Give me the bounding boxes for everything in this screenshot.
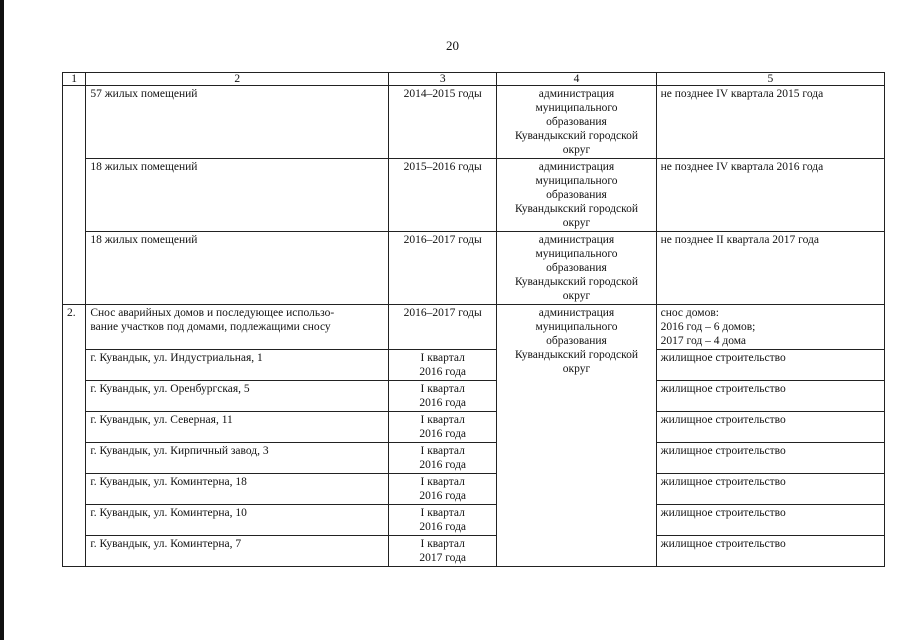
quarter-cell <box>389 505 497 536</box>
address-row <box>63 381 885 412</box>
use-cell: жилищное строительство <box>656 350 884 381</box>
period-cell: 2015–2016 годы <box>389 159 497 232</box>
column-number-4: 4 <box>497 73 656 86</box>
executor-line: муниципального <box>535 248 618 260</box>
result-cell <box>656 305 884 350</box>
address-row <box>63 443 885 474</box>
executor-line: администрация <box>538 234 615 246</box>
item-cell: 57 жилых помещений <box>86 86 389 159</box>
address-cell: г. Кувандык, ул. Оренбургская, 5 <box>86 381 389 412</box>
executor-line: образования <box>546 189 607 201</box>
use-cell: жилищное строительство <box>656 412 884 443</box>
column-number-1: 1 <box>63 73 86 86</box>
use-cell: жилищное строительство <box>656 443 884 474</box>
column-number-2: 2 <box>86 73 389 86</box>
section-title-line: вание участков под домами, подлежащими сносу <box>90 321 331 333</box>
page-number: 20 <box>446 38 459 53</box>
use-cell: жилищное строительство <box>656 474 884 505</box>
use-cell: жилищное строительство <box>656 381 884 412</box>
executor-line: образования <box>546 262 607 274</box>
executor-line: округ <box>562 144 591 156</box>
address-cell: г. Кувандык, ул. Индустриальная, 1 <box>86 350 389 381</box>
address-cell: г. Кувандык, ул. Кирпичный завод, 3 <box>86 443 389 474</box>
year-line: 2016 года <box>419 428 467 440</box>
quarter-line: I квартал <box>420 445 465 457</box>
section-number: 2. <box>63 305 86 567</box>
quarter-cell <box>389 381 497 412</box>
year-line: 2016 года <box>419 397 467 409</box>
period-cell: 2016–2017 годы <box>389 305 497 350</box>
executor-line: Кувандыкский городской <box>514 276 639 288</box>
year-line: 2016 года <box>419 366 467 378</box>
quarter-cell <box>389 536 497 567</box>
table-row <box>63 159 885 232</box>
result-line: 2016 год – 6 домов; <box>660 321 756 333</box>
deadline-cell: не позднее II квартала 2017 года <box>656 232 884 305</box>
executor-cell <box>497 232 656 305</box>
quarter-line: I квартал <box>420 476 465 488</box>
period-cell: 2014–2015 годы <box>389 86 497 159</box>
executor-line: округ <box>562 363 591 375</box>
quarter-line: I квартал <box>420 507 465 519</box>
address-row <box>63 505 885 536</box>
column-number-5: 5 <box>656 73 884 86</box>
address-row <box>63 350 885 381</box>
result-line: 2017 год – 4 дома <box>660 335 747 347</box>
row-number-cell-empty <box>63 86 86 305</box>
year-line: 2017 года <box>419 552 467 564</box>
address-cell: г. Кувандык, ул. Коминтерна, 18 <box>86 474 389 505</box>
quarter-line: I квартал <box>420 383 465 395</box>
executor-line: администрация <box>538 307 615 319</box>
use-cell: жилищное строительство <box>656 505 884 536</box>
quarter-line: I квартал <box>420 414 465 426</box>
section-title-line: Снос аварийных домов и последующее использо- <box>90 307 335 319</box>
address-cell: г. Кувандык, ул. Коминтерна, 10 <box>86 505 389 536</box>
executor-line: администрация <box>538 161 615 173</box>
quarter-line: I квартал <box>420 352 465 364</box>
address-row <box>63 536 885 567</box>
item-cell: 18 жилых помещений <box>86 232 389 305</box>
executor-line: муниципального <box>535 102 618 114</box>
executor-line: Кувандыкский городской <box>514 203 639 215</box>
executor-cell <box>497 159 656 232</box>
table-row <box>63 232 885 305</box>
executor-cell <box>497 305 656 567</box>
executor-line: муниципального <box>535 175 618 187</box>
column-number-3: 3 <box>389 73 497 86</box>
section-2-row <box>63 305 885 350</box>
executor-cell <box>497 86 656 159</box>
executor-line: округ <box>562 217 591 229</box>
period-cell: 2016–2017 годы <box>389 232 497 305</box>
year-line: 2016 года <box>419 521 467 533</box>
address-row <box>63 412 885 443</box>
executor-line: образования <box>546 116 607 128</box>
quarter-line: I квартал <box>420 538 465 550</box>
executor-line: муниципального <box>535 321 618 333</box>
result-line: снос домов: <box>660 307 719 319</box>
executor-line: Кувандыкский городской <box>514 130 639 142</box>
executor-line: администрация <box>538 88 615 100</box>
quarter-cell <box>389 443 497 474</box>
address-row <box>63 474 885 505</box>
table-row <box>63 86 885 159</box>
executor-line: округ <box>562 290 591 302</box>
item-cell: 18 жилых помещений <box>86 159 389 232</box>
section-title <box>86 305 389 350</box>
year-line: 2016 года <box>419 459 467 471</box>
quarter-cell <box>389 474 497 505</box>
address-cell: г. Кувандык, ул. Коминтерна, 7 <box>86 536 389 567</box>
use-cell: жилищное строительство <box>656 536 884 567</box>
quarter-cell <box>389 412 497 443</box>
quarter-cell <box>389 350 497 381</box>
binding-edge <box>0 0 4 640</box>
executor-line: Кувандыкский городской <box>514 349 639 361</box>
program-table <box>62 72 885 567</box>
table-header-row <box>63 73 885 86</box>
executor-line: образования <box>546 335 607 347</box>
deadline-cell: не позднее IV квартала 2016 года <box>656 159 884 232</box>
year-line: 2016 года <box>419 490 467 502</box>
deadline-cell: не позднее IV квартала 2015 года <box>656 86 884 159</box>
address-cell: г. Кувандык, ул. Северная, 11 <box>86 412 389 443</box>
